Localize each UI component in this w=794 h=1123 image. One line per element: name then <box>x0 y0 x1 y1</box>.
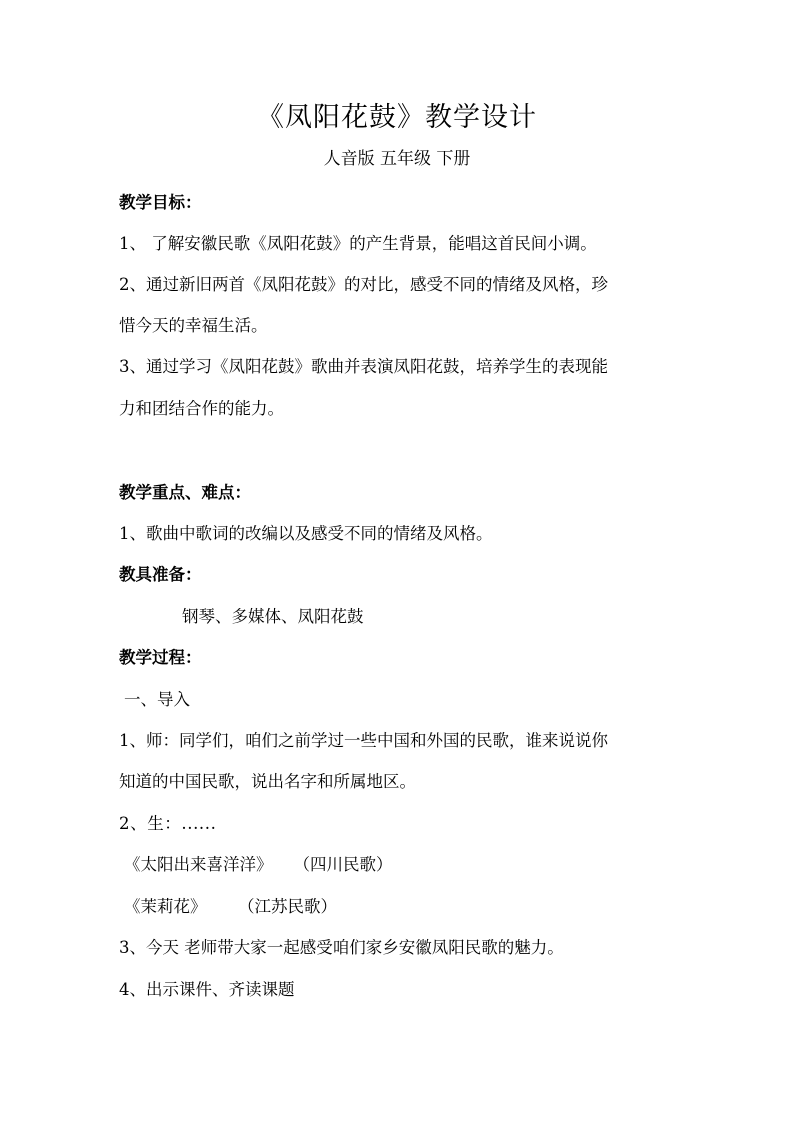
objective-2-line-1: 2、通过新旧两首《凤阳花鼓》的对比，感受不同的情绪及风格，珍 <box>119 275 608 294</box>
step-4: 4、出示课件、齐读课题 <box>119 980 295 999</box>
materials-list: 钢琴、多媒体、凤阳花鼓 <box>182 607 364 626</box>
document-title: 《凤阳花鼓》教学设计 <box>257 102 537 133</box>
objective-2-line-2: 惜今天的幸福生活。 <box>119 316 268 335</box>
key-points-heading: 教学重点、难点： <box>119 483 251 502</box>
section-intro: 一、导入 <box>124 690 190 709</box>
key-point-1: 1、歌曲中歌词的改编以及感受不同的情绪及风格。 <box>119 524 493 543</box>
objective-3-line-1: 3、通过学习《凤阳花鼓》歌曲并表演凤阳花鼓，培养学生的表现能 <box>119 357 608 376</box>
objective-3-line-2: 力和团结合作的能力。 <box>119 399 284 418</box>
step-3: 3、今天 老师带大家一起感受咱们家乡安徽凤阳民歌的魅力。 <box>119 938 564 957</box>
step-1-line-1: 1、师：同学们，咱们之前学过一些中国和外国的民歌，谁来说说你 <box>119 731 608 750</box>
process-heading: 教学过程： <box>119 648 202 667</box>
materials-heading: 教具准备： <box>119 565 202 584</box>
document-subtitle: 人音版 五年级 下册 <box>323 149 471 169</box>
objectives-heading: 教学目标： <box>119 193 202 212</box>
step-1-line-2: 知道的中国民歌，说出名字和所属地区。 <box>119 772 416 791</box>
objective-1: 1、 了解安徽民歌《凤阳花鼓》的产生背景，能唱这首民间小调。 <box>119 234 597 253</box>
song-1: 《太阳出来喜洋洋》 （四川民歌） <box>124 855 393 874</box>
song-2: 《茉莉花》 （江苏民歌） <box>124 897 337 916</box>
step-2: 2、生：...... <box>119 814 217 833</box>
